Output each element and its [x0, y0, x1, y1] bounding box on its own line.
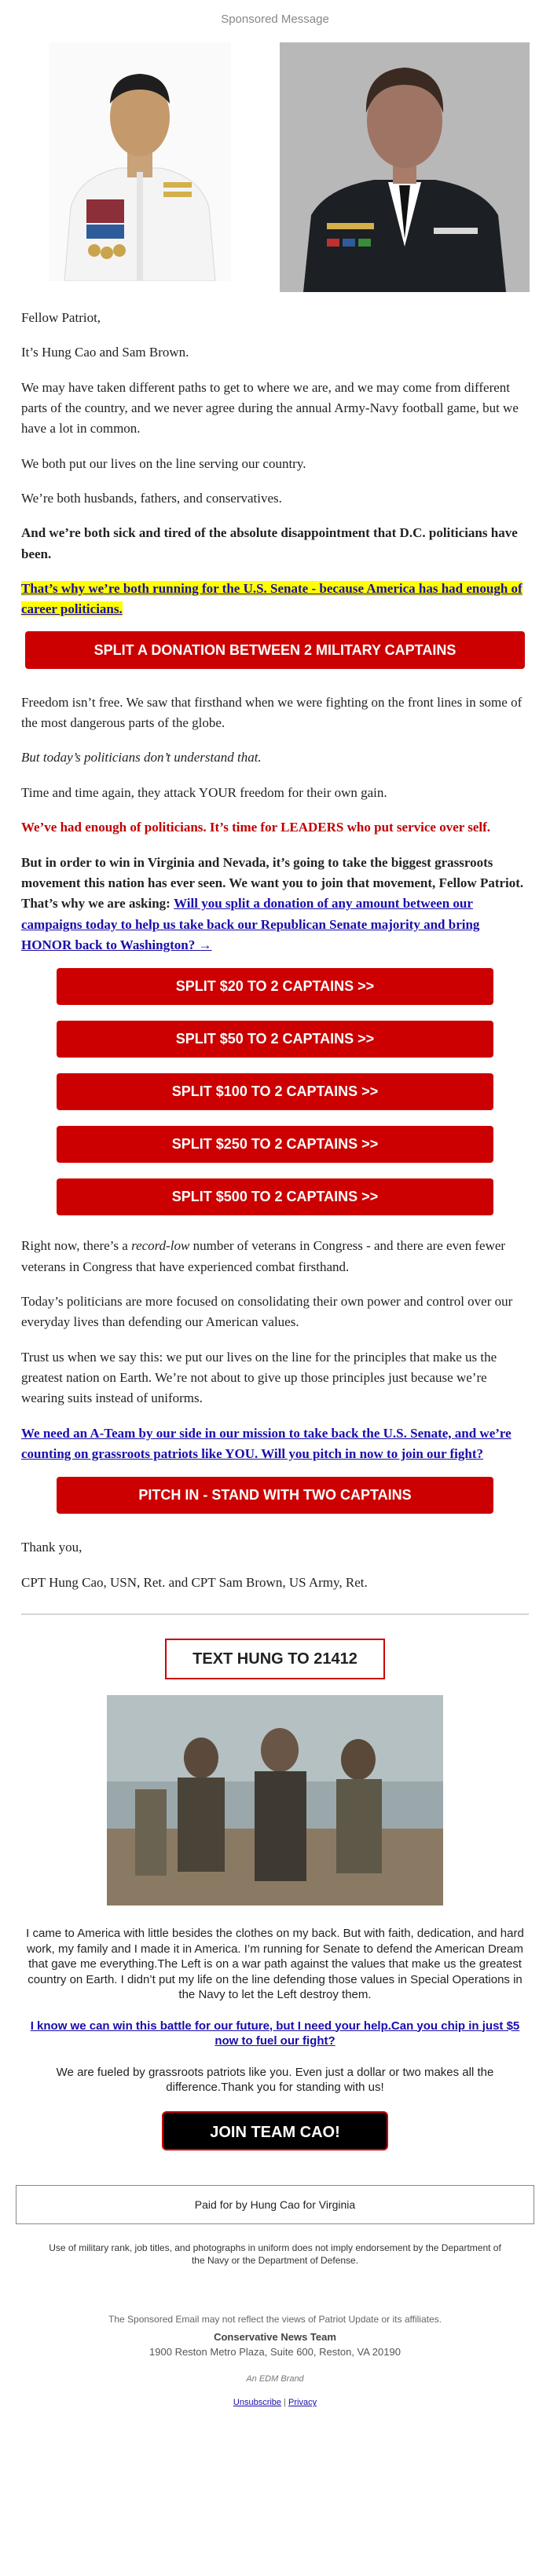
- donate-500-button[interactable]: SPLIT $500 TO 2 CAPTAINS >>: [57, 1178, 493, 1215]
- pitch-in-button[interactable]: PITCH IN - STAND WITH TWO CAPTAINS: [57, 1477, 493, 1514]
- paragraph-politicians: But today’s politicians don’t understand that.: [21, 750, 262, 765]
- paragraph-disappointment: And we’re both sick and tired of the absolute disappointment that D.C. politicians have been.: [21, 525, 518, 561]
- hung-cao-photo: [49, 42, 231, 281]
- paragraph-veterans: Right now, there’s a record-low number of veterans in Congress - and there are even fewer veterans in Congress that have experienced combat firsthand.: [21, 1238, 506, 1274]
- paid-for-box: Paid for by Hung Cao for Virginia: [16, 2185, 534, 2224]
- letter-closing: [0, 1537, 550, 1593]
- letter-body: [0, 308, 550, 620]
- senate-link[interactable]: That’s why we’re both running for the U.S. Senate - because America has had enough of career politicians.: [21, 581, 522, 617]
- paragraph-conservatives: We’re both husbands, fathers, and conservatives.: [21, 491, 282, 506]
- donate-50-button[interactable]: SPLIT $50 TO 2 CAPTAINS >>: [57, 1021, 493, 1058]
- sam-brown-photo: [280, 42, 530, 292]
- org-address: 1900 Reston Metro Plaza, Suite 600, Reston, VA 20190: [149, 2346, 401, 2359]
- paragraph-leaders: We’ve had enough of politicians. It’s time for LEADERS who put service over self.: [21, 820, 491, 835]
- brand-label: An EDM Brand: [246, 2373, 304, 2384]
- donation-button-group: [0, 968, 550, 1215]
- a-team-link[interactable]: We need an A-Team by our side in our mission to take back the U.S. Senate, and we’re counting on grassroots patriots like YOU. Will you pitch in now to join our fight?: [21, 1425, 512, 1461]
- join-team-button[interactable]: JOIN TEAM CAO!: [162, 2111, 388, 2150]
- sponsored-label: Sponsored Message: [221, 13, 329, 26]
- link-separator: |: [281, 2398, 289, 2408]
- donate-100-button[interactable]: SPLIT $100 TO 2 CAPTAINS >>: [57, 1073, 493, 1110]
- divider: [21, 1613, 529, 1615]
- greeting: Fellow Patriot,: [21, 310, 101, 325]
- footer: [0, 2312, 550, 2410]
- chip-in-link[interactable]: I know we can win this battle for our future, but I need your help.Can you chip in just $5 now to fuel our fight?: [30, 2019, 520, 2048]
- bio-section: [0, 1926, 550, 2096]
- paragraph-movement: But in order to win in Virginia and Nevada, it’s going to take the biggest grassroots movement this nation has ever seen. We want you to join that movement, Fellow Patriot. That’s why we are asking:: [21, 854, 524, 912]
- intro-paragraph: It’s Hung Cao and Sam Brown.: [21, 345, 189, 360]
- privacy-link[interactable]: Privacy: [288, 2398, 317, 2408]
- donate-250-button[interactable]: SPLIT $250 TO 2 CAPTAINS >>: [57, 1126, 493, 1163]
- paragraph-served: We both put our lives on the line serving our country.: [21, 455, 306, 471]
- text-hung-box[interactable]: TEXT HUNG TO 21412: [165, 1639, 385, 1679]
- letter-body-2: [0, 692, 550, 955]
- candidate-photos: [0, 41, 550, 308]
- fuel-text: We are fueled by grassroots patriots like you. Even just a dollar or two makes all the difference.Thank you for standing with us!: [56, 2065, 494, 2094]
- split-donation-link[interactable]: Will you split a donation of any amount between our campaigns today to help us take back our Republican Senate majority and bring HONOR back to Washington? →: [21, 896, 480, 952]
- letter-body-3: [0, 1236, 550, 1464]
- team-photo: [107, 1695, 443, 1906]
- signature: CPT Hung Cao, USN, Ret. and CPT Sam Brown, US Army, Ret.: [21, 1574, 368, 1590]
- bio-text: I came to America with little besides the clothes on my back. But with faith, dedication, and hard work, my family and I made it in America. I’m running for Senate to defend the American Dream that gave me everything.The Left is on a war path against the values that make us the greatest country on Earth. I didn’t put my life on the line defending those values in Special Operations in the Navy to let the Left destroy them.: [26, 1927, 524, 2001]
- org-name: Conservative News Team: [214, 2330, 336, 2343]
- closing: Thank you,: [21, 1540, 82, 1555]
- footer-links: [0, 2396, 550, 2410]
- donate-20-button[interactable]: SPLIT $20 TO 2 CAPTAINS >>: [57, 968, 493, 1005]
- paragraph-power: Today’s politicians are more focused on consolidating their own power and control over our everyday lives than defending our American values.: [21, 1293, 513, 1330]
- military-disclaimer: Use of military rank, job titles, and photographs in uniform does not imply endorsement by the Department of the Navy or the Department of Defense.: [49, 2242, 501, 2266]
- unsubscribe-link[interactable]: Unsubscribe: [233, 2398, 282, 2408]
- paragraph-paths: We may have taken different paths to get to where we are, and we may come from different parts of the country, and we never agree during the annual Army-Navy football game, but we have a lot in common.: [21, 379, 519, 437]
- paragraph-freedom: Freedom isn’t free. We saw that firsthand when we were fighting on the front lines in some of the most dangerous parts of the globe.: [21, 694, 522, 731]
- sponsor-note: The Sponsored Email may not reflect the views of Patriot Update or its affiliates.: [108, 2313, 442, 2325]
- paragraph-trust: Trust us when we say this: we put our lives on the line for the principles that make us the greatest nation on Earth. We’re not about to give up those principles just because we’re wearing suits instead of uniforms.: [21, 1349, 497, 1406]
- split-donation-button[interactable]: SPLIT A DONATION BETWEEN 2 MILITARY CAPTAINS: [25, 631, 525, 669]
- paragraph-attack: Time and time again, they attack YOUR freedom for their own gain.: [21, 784, 387, 800]
